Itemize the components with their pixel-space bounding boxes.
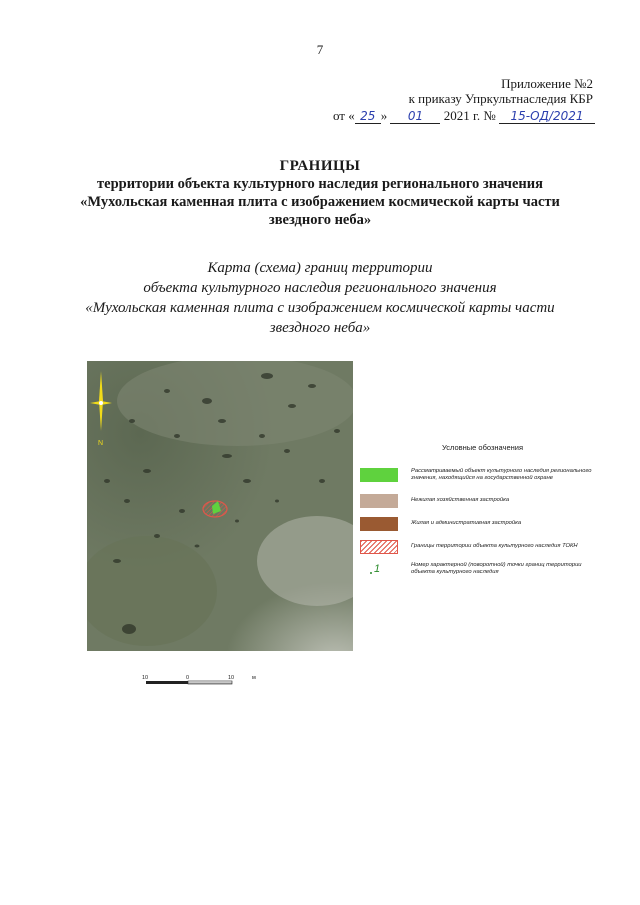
legend-text: Жилая и административная застройка xyxy=(411,520,522,526)
caption-line: «Мухольская каменная плита с изображением космической карты части xyxy=(85,300,555,316)
handwritten-month: 01 xyxy=(390,109,440,124)
scale-unit: м xyxy=(252,675,256,681)
svg-text:N: N xyxy=(98,440,104,447)
page-number: 7 xyxy=(316,42,324,57)
annex-title: Приложение №2 xyxy=(501,76,593,91)
legend-text: Рассматриваемый объект культурного наследия регионального значения, находящийся на государственной охране xyxy=(411,468,592,481)
annex-date-line xyxy=(333,108,595,124)
satellite-map xyxy=(87,361,353,651)
legend-text: Нежилая хозяйственная застройка xyxy=(411,497,510,503)
annex-order-line: к приказу Упркультнаследия КБР xyxy=(408,91,593,106)
legend-swatch-green xyxy=(360,468,398,482)
handwritten-order-number: 15-ОД/2021 xyxy=(499,109,595,124)
caption-line: Карта (схема) границ территории xyxy=(207,260,433,276)
scale-bar-graphic xyxy=(140,672,270,692)
legend-point-marker xyxy=(360,562,398,578)
heading-line: звездного неба» xyxy=(268,212,372,228)
map-legend xyxy=(360,441,610,591)
heading-line: территории объекта культурного наследия регионального значения xyxy=(97,176,543,192)
heading-line: «Мухольская каменная плита с изображением космической карты части xyxy=(80,194,560,210)
legend-swatch-beige xyxy=(360,494,398,508)
satellite-image xyxy=(87,361,353,651)
point-number-label: 1 xyxy=(374,563,381,575)
legend-swatch-brown xyxy=(360,517,398,531)
legend-swatch-hatched xyxy=(360,540,398,554)
legend-text: Границы территории объекта культурного наследия ТОКН xyxy=(411,543,578,549)
date-year: 2021 г. № xyxy=(443,108,496,123)
scale-label-right: 10 xyxy=(228,675,235,681)
document-heading xyxy=(40,157,600,229)
date-prefix: от « xyxy=(332,108,355,123)
scale-label-mid: 0 xyxy=(186,675,190,681)
object-boundary xyxy=(203,501,227,517)
date-mid: » xyxy=(380,108,388,123)
legend-title: Условные обозначения xyxy=(442,443,524,452)
legend-text: Номер характерной (поворотной) точки границ территории объекта культурного наследия xyxy=(411,562,582,575)
heading-title: ГРАНИЦЫ xyxy=(279,158,361,174)
scale-bar xyxy=(140,672,270,692)
caption-line: объекта культурного наследия регионального значения xyxy=(143,280,497,296)
handwritten-day: 25 xyxy=(355,109,381,124)
point-dot xyxy=(370,572,372,574)
map-caption xyxy=(60,258,580,338)
scale-label-left: 10 xyxy=(142,675,149,681)
caption-line: звездного неба» xyxy=(269,320,371,336)
